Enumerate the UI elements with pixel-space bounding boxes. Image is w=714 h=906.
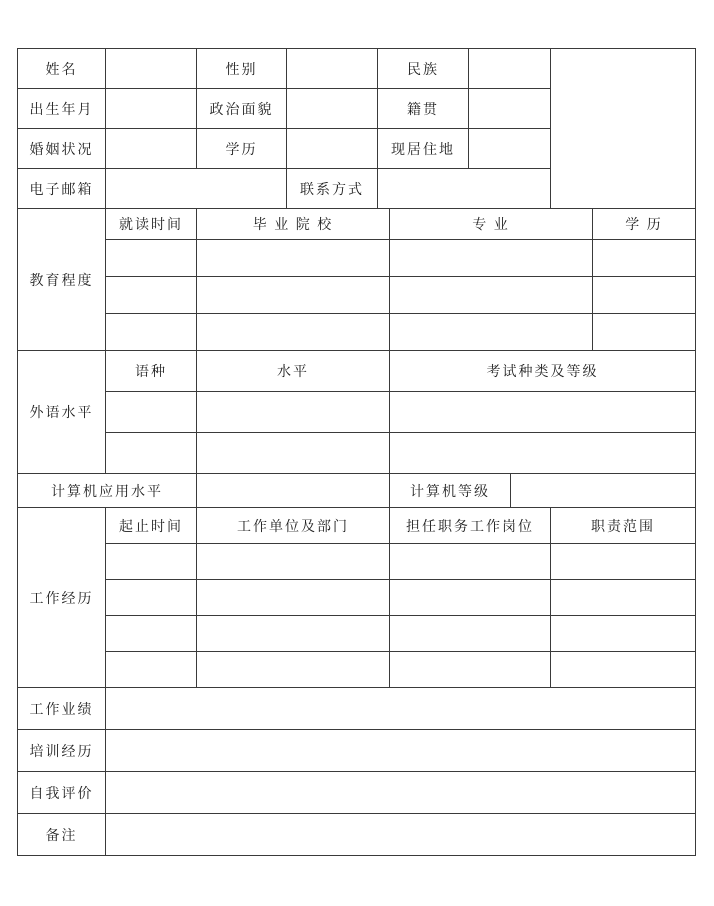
- residence-value-cell[interactable]: [469, 129, 551, 169]
- name-value-cell[interactable]: [106, 49, 197, 89]
- work-employer-cell[interactable]: [197, 544, 390, 580]
- birth-date-value-cell[interactable]: [106, 89, 197, 129]
- edu-degree-cell[interactable]: [593, 314, 696, 351]
- edu-school-cell[interactable]: [197, 277, 390, 314]
- edu-study-period-cell[interactable]: [106, 277, 197, 314]
- language-row: [18, 433, 696, 474]
- section-work-label: 工作经历: [18, 508, 106, 688]
- work-position-cell[interactable]: [390, 652, 551, 688]
- lang-header-exam: 考试种类及等级: [390, 351, 696, 392]
- work-header-period: 起止时间: [106, 508, 197, 544]
- education-level-value-cell[interactable]: [287, 129, 378, 169]
- residence-label: 现居住地: [378, 129, 469, 169]
- computer-row: [18, 474, 696, 508]
- work-duties-cell[interactable]: [551, 544, 696, 580]
- self-evaluation-label: 自我评价: [18, 772, 106, 814]
- computer-app-level-value-cell[interactable]: [197, 474, 390, 508]
- work-period-cell[interactable]: [106, 580, 197, 616]
- marital-status-label: 婚姻状况: [18, 129, 106, 169]
- contact-label: 联系方式: [287, 169, 378, 209]
- lang-level-cell[interactable]: [197, 392, 390, 433]
- edu-major-cell[interactable]: [390, 240, 593, 277]
- work-position-cell[interactable]: [390, 616, 551, 652]
- self-evaluation-value-cell[interactable]: [106, 772, 696, 814]
- education-level-label: 学历: [197, 129, 287, 169]
- native-place-label: 籍贯: [378, 89, 469, 129]
- edu-header-degree: 学 历: [593, 209, 696, 240]
- education-header-row: [18, 209, 696, 240]
- work-header-position: 担任职务工作岗位: [390, 508, 551, 544]
- political-status-label: 政治面貌: [197, 89, 287, 129]
- work-row: [18, 652, 696, 688]
- language-header-row: [18, 351, 696, 392]
- lang-language-cell[interactable]: [106, 433, 197, 474]
- political-status-value-cell[interactable]: [287, 89, 378, 129]
- lang-exam-cell[interactable]: [390, 433, 696, 474]
- email-value-cell[interactable]: [106, 169, 287, 209]
- edu-header-school: 毕 业 院 校: [197, 209, 390, 240]
- work-employer-cell[interactable]: [197, 616, 390, 652]
- birth-date-label: 出生年月: [18, 89, 106, 129]
- edu-study-period-cell[interactable]: [106, 314, 197, 351]
- training-value-cell[interactable]: [106, 730, 696, 772]
- remarks-row: [18, 814, 696, 856]
- education-row: [18, 314, 696, 351]
- lang-level-cell[interactable]: [197, 433, 390, 474]
- section-language-label: 外语水平: [18, 351, 106, 474]
- email-label: 电子邮箱: [18, 169, 106, 209]
- self-evaluation-row: [18, 772, 696, 814]
- contact-value-cell[interactable]: [378, 169, 551, 209]
- training-row: [18, 730, 696, 772]
- resume-form-table: [17, 48, 696, 856]
- photo-cell[interactable]: [551, 49, 696, 209]
- name-label: 姓名: [18, 49, 106, 89]
- edu-header-study-period: 就读时间: [106, 209, 197, 240]
- training-label: 培训经历: [18, 730, 106, 772]
- marital-status-value-cell[interactable]: [106, 129, 197, 169]
- lang-header-level: 水平: [197, 351, 390, 392]
- work-duties-cell[interactable]: [551, 652, 696, 688]
- work-row: [18, 616, 696, 652]
- achievements-label: 工作业绩: [18, 688, 106, 730]
- work-row: [18, 580, 696, 616]
- gender-label: 性别: [197, 49, 287, 89]
- edu-school-cell[interactable]: [197, 240, 390, 277]
- achievements-row: [18, 688, 696, 730]
- work-period-cell[interactable]: [106, 544, 197, 580]
- achievements-value-cell[interactable]: [106, 688, 696, 730]
- work-employer-cell[interactable]: [197, 580, 390, 616]
- gender-value-cell[interactable]: [287, 49, 378, 89]
- edu-major-cell[interactable]: [390, 277, 593, 314]
- edu-degree-cell[interactable]: [593, 240, 696, 277]
- work-row: [18, 544, 696, 580]
- edu-header-major: 专 业: [390, 209, 593, 240]
- work-position-cell[interactable]: [390, 544, 551, 580]
- lang-header-language: 语种: [106, 351, 197, 392]
- work-header-employer: 工作单位及部门: [197, 508, 390, 544]
- ethnicity-value-cell[interactable]: [469, 49, 551, 89]
- education-row: [18, 277, 696, 314]
- remarks-value-cell[interactable]: [106, 814, 696, 856]
- work-header-duties: 职责范围: [551, 508, 696, 544]
- computer-app-level-label: 计算机应用水平: [18, 474, 197, 508]
- work-period-cell[interactable]: [106, 652, 197, 688]
- personal-row-1: [18, 49, 696, 89]
- edu-major-cell[interactable]: [390, 314, 593, 351]
- section-education-label: 教育程度: [18, 209, 106, 351]
- remarks-label: 备注: [18, 814, 106, 856]
- lang-exam-cell[interactable]: [390, 392, 696, 433]
- edu-school-cell[interactable]: [197, 314, 390, 351]
- work-position-cell[interactable]: [390, 580, 551, 616]
- native-place-value-cell[interactable]: [469, 89, 551, 129]
- ethnicity-label: 民族: [378, 49, 469, 89]
- language-row: [18, 392, 696, 433]
- work-header-row: [18, 508, 696, 544]
- work-employer-cell[interactable]: [197, 652, 390, 688]
- education-row: [18, 240, 696, 277]
- work-period-cell[interactable]: [106, 616, 197, 652]
- edu-degree-cell[interactable]: [593, 277, 696, 314]
- work-duties-cell[interactable]: [551, 616, 696, 652]
- computer-grade-value-cell[interactable]: [511, 474, 696, 508]
- work-duties-cell[interactable]: [551, 580, 696, 616]
- computer-grade-label: 计算机等级: [390, 474, 511, 508]
- lang-language-cell[interactable]: [106, 392, 197, 433]
- edu-study-period-cell[interactable]: [106, 240, 197, 277]
